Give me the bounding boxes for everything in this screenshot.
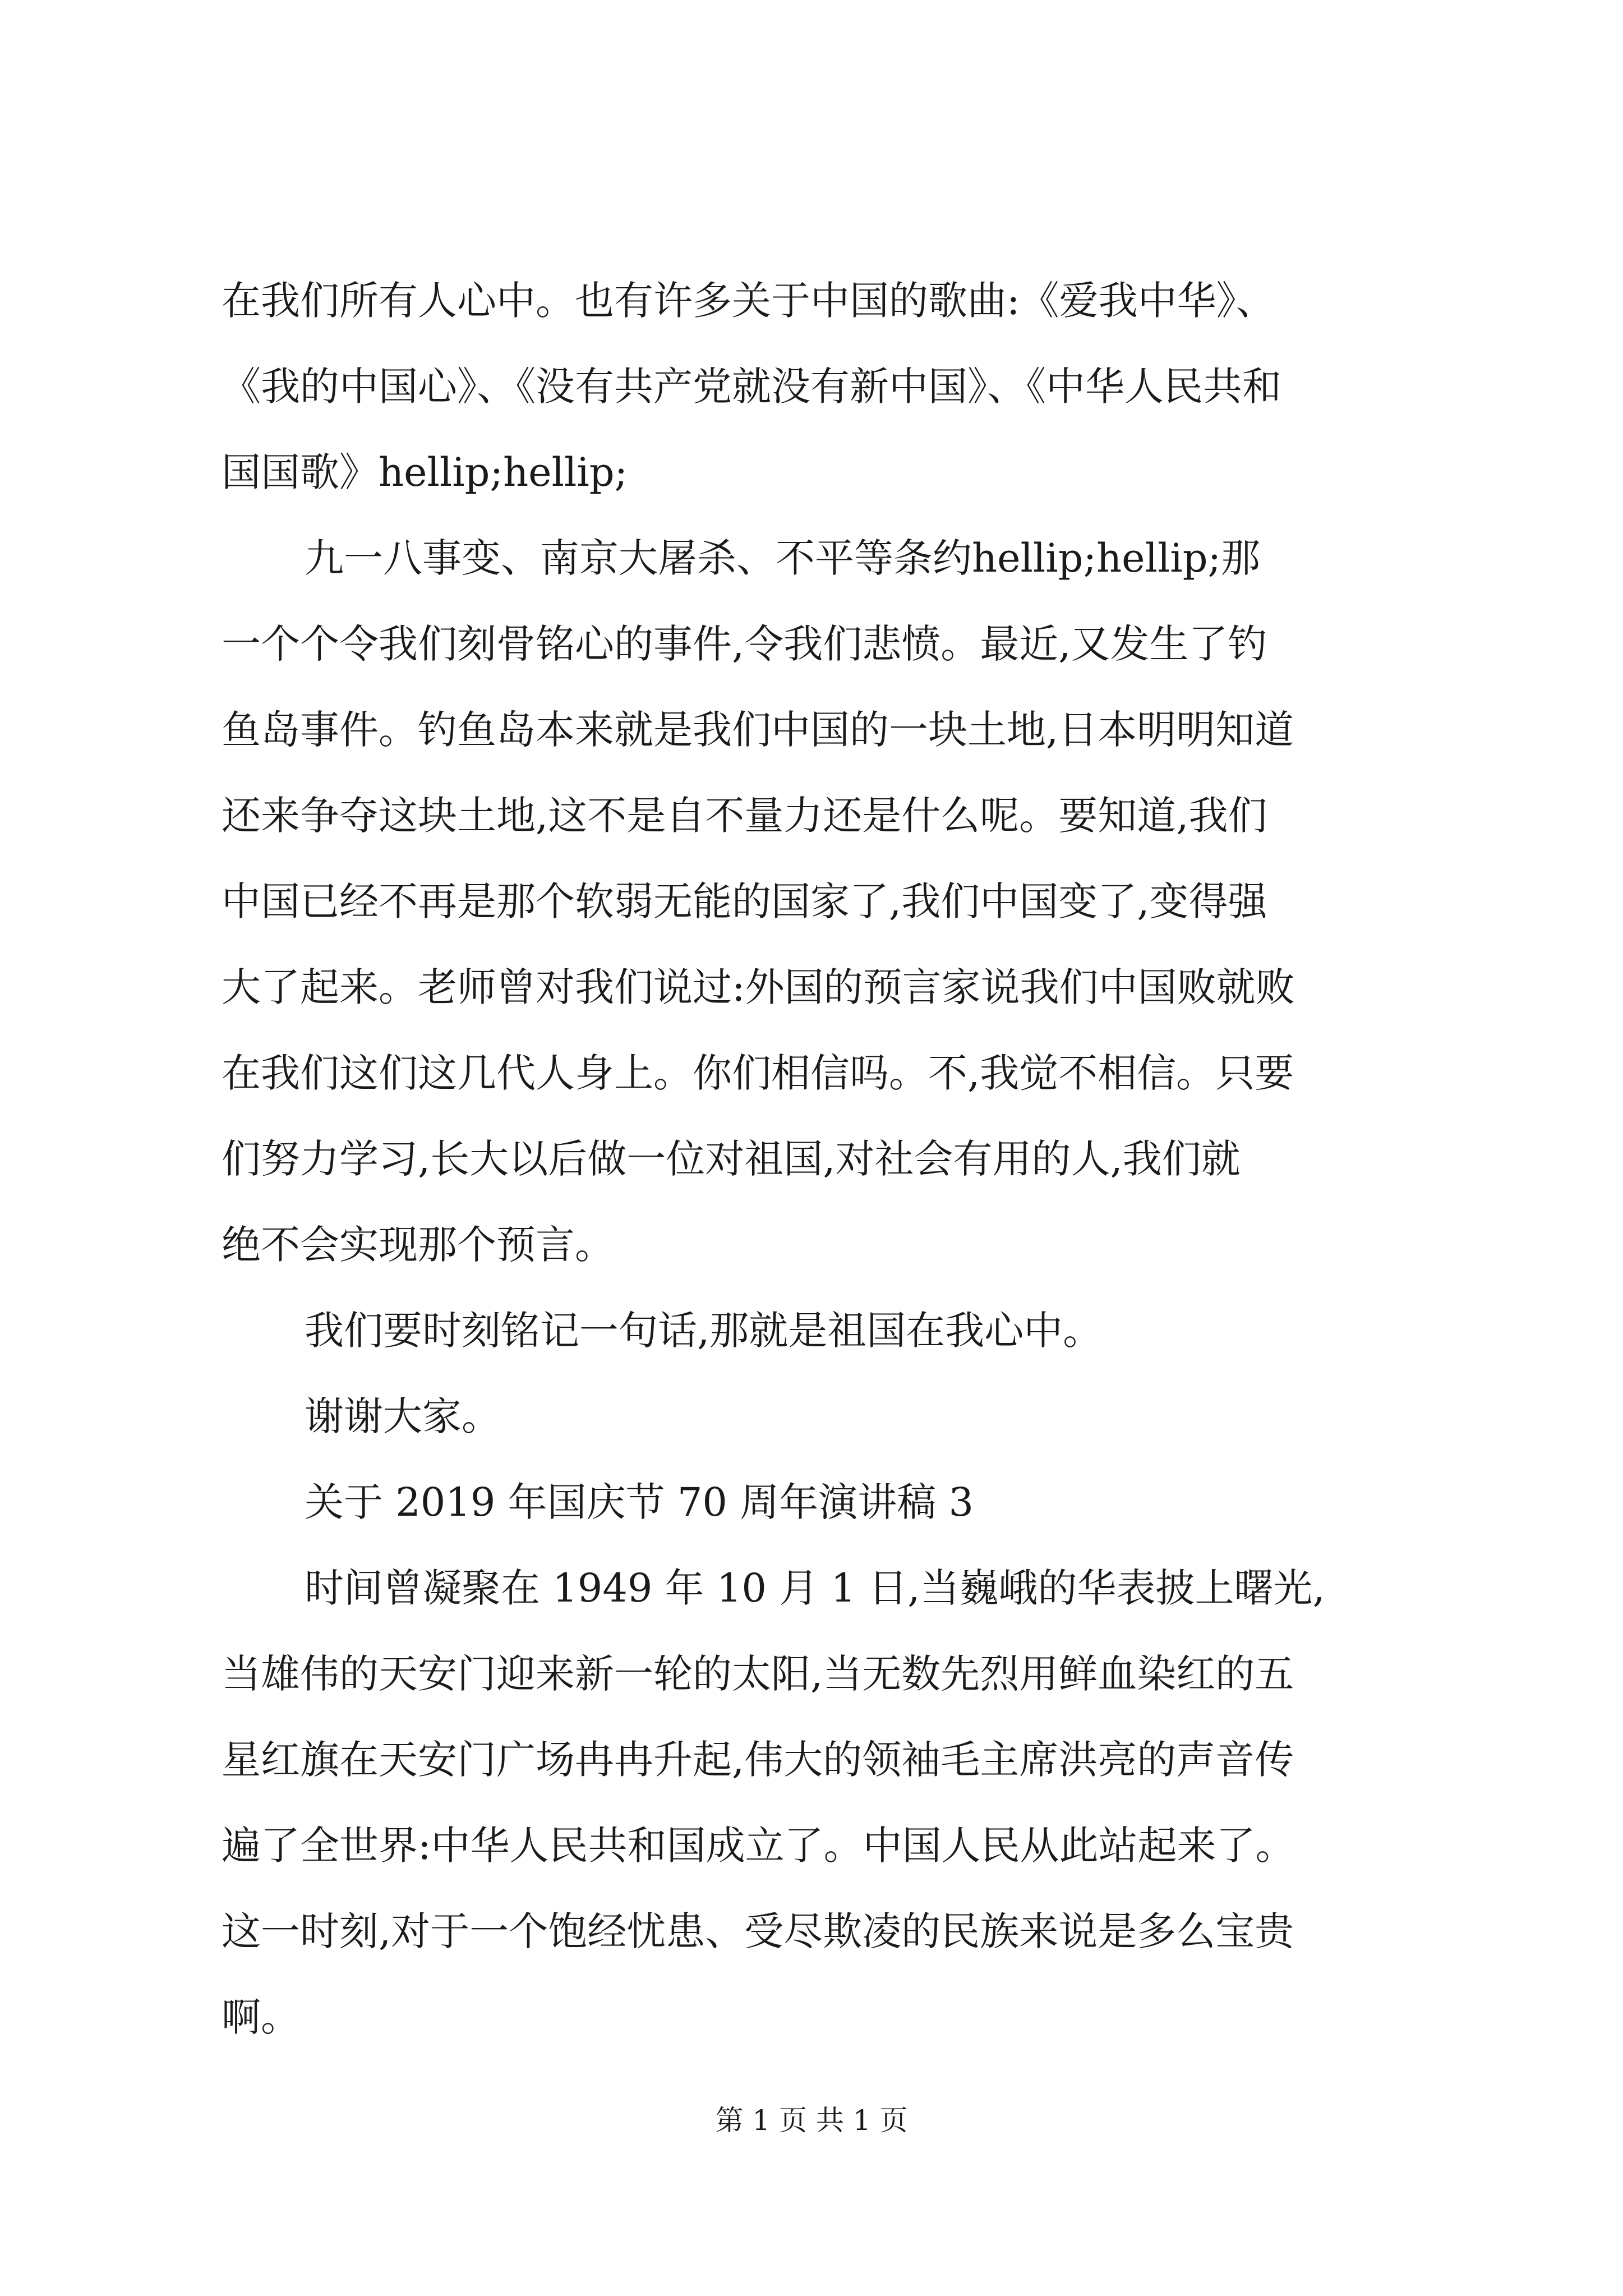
text-line: 还来争夺这块土地,这不是自不量力还是什么呢。要知道,我们: [222, 793, 1267, 839]
paragraph-start-line: 九一八事变、南京大屠杀、不平等条约hellip;hellip;那: [305, 535, 1261, 581]
text-line: 大了起来。老师曾对我们说过:外国的预言家说我们中国败就败: [222, 964, 1295, 1010]
text-line: 《我的中国心》、《没有共产党就没有新中国》、《中华人民共和: [222, 364, 1281, 409]
text-line: 遍了全世界:中华人民共和国成立了。中国人民从此站起来了。: [222, 1823, 1295, 1869]
text-line: 星红旗在天安门广场冉冉升起,伟大的领袖毛主席洪亮的声音传: [222, 1737, 1294, 1783]
section-heading: 关于 2019 年国庆节 70 周年演讲稿 3: [305, 1479, 974, 1525]
text-line: 绝不会实现那个预言。: [222, 1222, 614, 1268]
paragraph-start-line: 时间曾凝聚在 1949 年 10 月 1 日,当巍峨的华表披上曙光,: [305, 1565, 1325, 1611]
text-line: 鱼岛事件。钓鱼岛本来就是我们中国的一块土地,日本明明知道: [222, 707, 1294, 753]
page-footer: 第 1 页 共 1 页: [715, 2104, 908, 2137]
text-line: 在我们所有人心中。也有许多关于中国的歌曲:《爱我中华》、: [222, 278, 1275, 324]
text-line: 当雄伟的天安门迎来新一轮的太阳,当无数先烈用鲜血染红的五: [222, 1651, 1294, 1697]
text-line: 国国歌》hellip;hellip;: [222, 449, 628, 495]
text-line: 这一时刻,对于一个饱经忧患、受尽欺凌的民族来说是多么宝贵: [222, 1908, 1294, 1954]
text-line: 中国已经不再是那个软弱无能的国家了,我们中国变了,变得强: [222, 878, 1267, 924]
text-line: 在我们这们这几代人身上。你们相信吗。不,我觉不相信。只要: [222, 1050, 1294, 1096]
text-line: 啊。: [222, 1994, 300, 2040]
text-line: 们努力学习,长大以后做一位对祖国,对社会有用的人,我们就: [222, 1136, 1241, 1182]
paragraph-start-line: 我们要时刻铭记一句话,那就是祖国在我心中。: [305, 1308, 1103, 1354]
text-line: 一个个令我们刻骨铭心的事件,令我们悲愤。最近,又发生了钓: [222, 621, 1267, 667]
document-body: [222, 258, 1410, 2060]
paragraph-start-line: 谢谢大家。: [305, 1393, 501, 1439]
